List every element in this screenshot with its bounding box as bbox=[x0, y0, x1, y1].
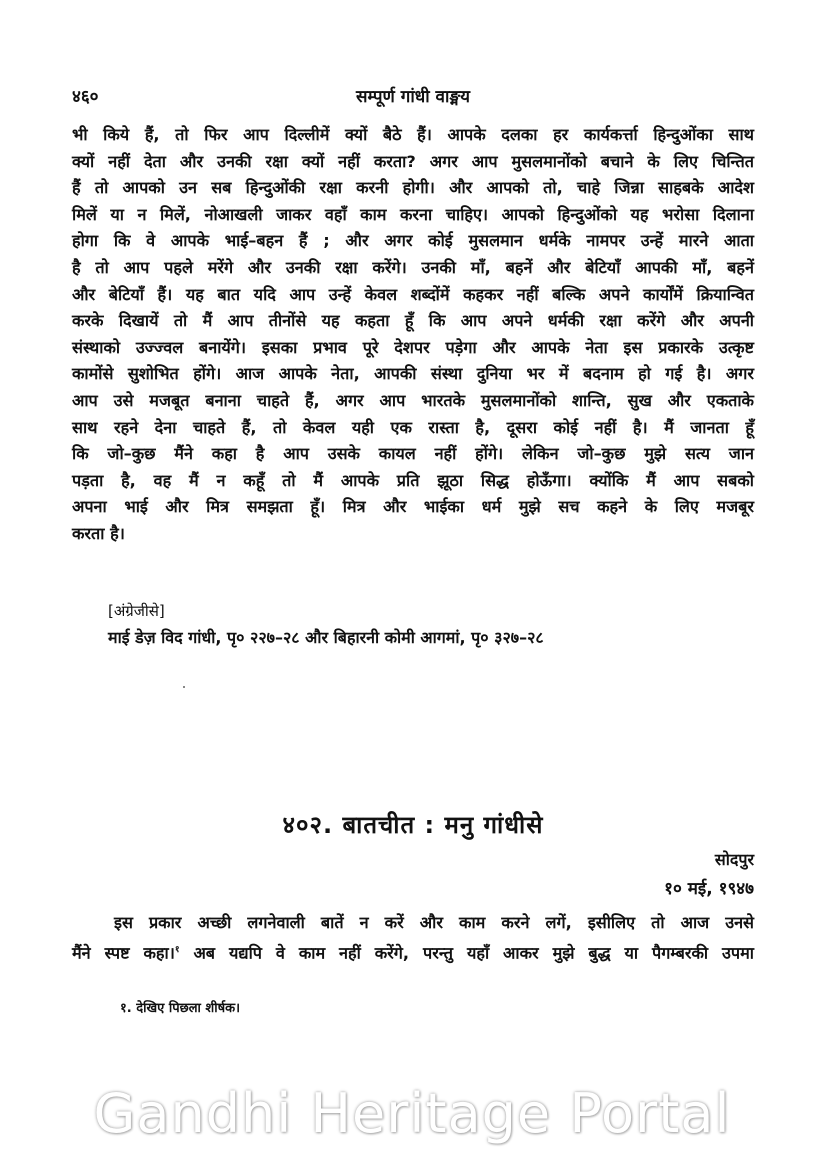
watermark: Gandhi Heritage Portal bbox=[93, 1082, 731, 1145]
section-heading: ४०२. बातचीत : मनु गांधीसे bbox=[282, 811, 544, 839]
footnote-ref[interactable]: १ bbox=[174, 944, 180, 955]
text-line: होगा कि वे आपके भाई–बहन हैं ; और अगर कोई मुसलमान धर्मके नामपर उन्हें मारने आता bbox=[72, 231, 754, 251]
dateline-place: सोदपुर bbox=[714, 850, 754, 869]
running-header bbox=[72, 84, 754, 108]
text-segment: मैंने स्पष्ट कहा। bbox=[72, 942, 175, 962]
text-line: हैं तो आपको उन सब हिन्दुओंकी रक्षा करनी होगी। और आपको तो, चाहे जिन्ना साहबके आदेश bbox=[72, 178, 754, 198]
source-citation: माई डेज़ विद गांधी, पृ० २२७–२८ और बिहारनी कोमी आगमां, पृ० ३२७–२८ bbox=[108, 628, 544, 647]
text-line: इस प्रकार अच्छी लगनेवाली बातें न करें और काम करने लगें, इसीलिए तो आज उनसे bbox=[114, 913, 754, 932]
text-line: करता है। bbox=[72, 523, 125, 543]
text-line: है तो आप पहले मरेंगे और उनकी रक्षा करेंगे। उनकी माँ, बहनें और बेटियाँ आपकी माँ, बहनें bbox=[72, 257, 754, 277]
section-paragraph bbox=[72, 910, 754, 963]
source-block bbox=[108, 598, 748, 652]
text-line: संस्थाको उज्ज्वल बनायेंगे। इसका प्रभाव पूरे देशपर पड़ेगा और आपके नेता इस प्रकारके उत्कृष्ट bbox=[72, 337, 754, 357]
text-line: कामोंसे सुशोभित होंगे। आज आपके नेता, आपकी संस्था दुनिया भर में बदनाम हो गई है। अगर bbox=[72, 364, 754, 384]
scan-speck bbox=[183, 686, 185, 688]
page-number: ४६० bbox=[72, 87, 99, 107]
text-line: करके दिखायें तो मैं आप तीनोंसे यह कहता हूँ कि आप अपने धर्मकी रक्षा करेंगे और अपनी bbox=[72, 311, 754, 331]
text-line: क्यों नहीं देता और उनकी रक्षा क्यों नहीं करता? अगर आप मुसलमानोंको बचाने के लिए चिन्तित bbox=[72, 151, 754, 171]
footnote: १. देखिए पिछला शीर्षक। bbox=[120, 1001, 241, 1016]
text-line: पड़ता है, वह मैं न कहूँ तो मैं आपके प्रति झूठा सिद्ध होऊँगा। क्योंकि मैं आप सबको bbox=[72, 470, 754, 490]
dateline-date: १० मई, १९४७ bbox=[664, 879, 754, 899]
text-line: आप उसे मजबूत बनाना चाहते हैं, अगर आप भारतके मुसलमानोंको शान्ति, सुख और एकताके bbox=[72, 390, 754, 410]
text-line: साथ रहने देना चाहते हैं, तो केवल यही एक रास्ता है, दूसरा कोई नहीं है। मैं जानता हूँ bbox=[72, 417, 754, 437]
text-line: अपना भाई और मित्र समझता हूँ। मित्र और भाईका धर्म मुझे सच कहने के लिए मजबूर bbox=[72, 497, 754, 517]
body-paragraph bbox=[72, 122, 754, 548]
source-language-note: [अंग्रेजीसे] bbox=[108, 602, 165, 620]
text-line: मिलें या न मिलें, नोआखली जाकर वहाँ काम करना चाहिए। आपको हिन्दुओंको यह भरोसा दिलाना bbox=[72, 204, 754, 224]
text-line: और बेटियाँ हैं। यह बात यदि आप उन्हें केवल शब्दोंमें कहकर नहीं बल्कि अपने कार्योंमें क्रियान्वित bbox=[72, 284, 754, 304]
book-title: सम्पूर्ण गांधी वाङ्मय bbox=[355, 87, 470, 107]
text-line bbox=[72, 937, 754, 964]
text-line: कि जो–कुछ मैंने कहा है आप उसके कायल नहीं होंगे। लेकिन जो–कुछ मुझे सत्य जान bbox=[72, 444, 754, 464]
text-line: भी किये हैं, तो फिर आप दिल्लीमें क्यों बैठे हैं। आपके दलका हर कार्यकर्त्ता हिन्दुओंका साथ bbox=[72, 125, 754, 144]
text-segment: अब यद्यपि वे काम नहीं करेंगे, परन्तु यहाँ आकर मुझे बुद्ध या पैगम्बरकी उपमा bbox=[179, 942, 754, 962]
